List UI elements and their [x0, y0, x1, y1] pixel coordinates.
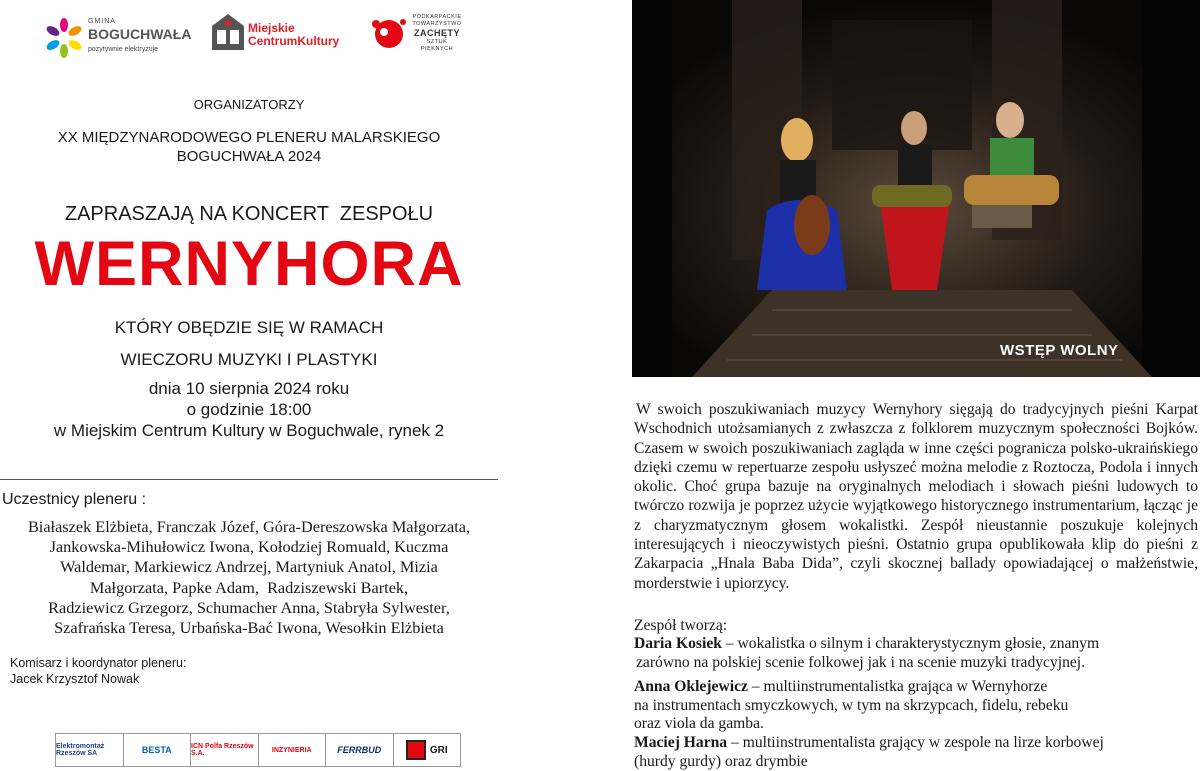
participants-line: Białaszek Elżbieta, Franczak Józef, Góra-Dereszowska Małgorzata,: [0, 517, 498, 537]
event-time: o godzinie 18:00: [0, 399, 498, 420]
event-venue: w Miejskim Centrum Kultury w Boguchwale, rynek 2: [0, 420, 498, 441]
participants-line: Małgorzata, Papke Adam, Radziszewski Bartek,: [0, 578, 498, 598]
band-photo-illustration: [632, 0, 1200, 377]
coordinator-label: Komisarz i koordynator pleneru:: [10, 655, 186, 671]
sponsor-logos: [55, 733, 461, 767]
event-details: [0, 378, 498, 441]
invite-line: ZAPRASZAJĄ NA KONCERT ZESPOŁU: [0, 203, 498, 226]
sponsor-logo: Elektromontaż Rzeszów SA: [56, 734, 124, 766]
gmina-flower-icon: [44, 18, 84, 58]
participants-line: Waldemar, Markiewicz Andrzej, Martyniuk Anatol, Mizia: [0, 557, 498, 577]
member-desc: zarówno na polskiej scenie folkowej jak i na scenie muzyki tradycyjnej.: [634, 654, 1194, 673]
logo-text: ZACHĘTY: [412, 28, 462, 39]
event-date: dnia 10 sierpnia 2024 roku: [0, 378, 498, 399]
sponsor-logo: BESTA: [124, 734, 192, 766]
logo-text: GMINA: [88, 18, 116, 25]
paint-splash-icon: [370, 14, 408, 52]
logo-text: PODKARPACKIE: [412, 14, 462, 21]
logo-text: SZTUK PIĘKNYCH: [412, 39, 462, 53]
event-title: [0, 128, 498, 166]
member-entry: [634, 678, 1194, 734]
logo-text: CentrumKultury: [248, 35, 339, 48]
logo-text: BOGUCHWAŁA: [88, 26, 191, 42]
participants-line: Szafrańska Teresa, Urbańska-Bać Iwona, Wesołkin Elżbieta: [0, 618, 498, 638]
member-entry: [634, 734, 1194, 771]
occasion-line: KTÓRY OBĘDZIE SIĘ W RAMACH: [0, 318, 498, 338]
sponsor-logo: ICN Polfa Rzeszów S.A.: [191, 734, 259, 766]
member-desc: oraz viola da gamba.: [634, 715, 1194, 734]
participants-list: [0, 517, 498, 638]
sponsor-name: GRI: [430, 745, 448, 756]
gmina-boguchwala-logo: [44, 16, 184, 60]
member-desc: – multiinstrumentalistka grająca w Wernyhorze: [748, 678, 1047, 695]
member-name: Maciej Harna: [634, 734, 727, 751]
band-photo: [632, 0, 1200, 377]
sponsor-logo: FERRBUD: [326, 734, 394, 766]
coordinator-name: Jacek Krzysztof Nowak: [10, 671, 186, 687]
mck-logo: [212, 12, 342, 56]
event-title-line: XX MIĘDZYNARODOWEGO PLENERU MALARSKIEGO: [0, 128, 498, 147]
participants-line: Radziewicz Grzegorz, Schumacher Anna, Stabryła Sylwester,: [0, 598, 498, 618]
sponsor-logo: INŻYNIERIA: [259, 734, 327, 766]
band-name: WERNYHORA: [0, 228, 498, 300]
sponsor-logo: [394, 734, 461, 766]
divider: [0, 479, 498, 480]
member-desc: na instrumentach smyczkowych, w tym na skrzypcach, fidelu, rebeku: [634, 697, 1194, 716]
participants-line: Jankowska-Mihułowicz Iwona, Kołodziej Romuald, Kuczma: [0, 537, 498, 557]
admission-label: WSTĘP WOLNY: [1000, 342, 1119, 359]
logo-text: TOWARZYSTWO: [412, 21, 462, 28]
member-name: Anna Oklejewicz: [634, 678, 748, 695]
participants-heading: Uczestnicy pleneru :: [2, 491, 146, 509]
ptzsp-logo: [370, 12, 470, 56]
member-desc: – wokalistka o silnym i charakterystycznym głosie, znanym: [722, 635, 1099, 652]
logo-text: Miejskie: [248, 22, 339, 35]
occasion-line: WIECZORU MUZYKI I PLASTYKI: [0, 350, 498, 370]
member-entry: [634, 635, 1194, 672]
logo-text: pozytywnie elektryzuje: [88, 46, 158, 53]
members-heading: Zespół tworzą:: [634, 617, 727, 635]
mck-mark-icon: [212, 14, 244, 50]
gri-square-icon: [406, 740, 426, 760]
band-description: W swoich poszukiwaniach muzycy Wernyhory sięgają do tradycyjnych pieśni Karpat Wschodnich utożsamianych z zwłaszcza z folklorem muzycznym społeczności Bojków. Czasem w swoich poszukiwaniach zagląda w inne części pogranicza polsko-ukraińskiego dzięki czemu w repertuarze zespołu usłyszeć można melodie z Roztocza, Podola i innych okolic. Choć grupa bazuje na oryginalnych melodiach i słowach pieśni ludowych to twórczo rozwija je poprzez użycie wyjątkowego historycznego instrumentarium, łącząc je z charyzmatycznym głosem wokalistki. Zespół nieustannie poszukuje kolejnych interesujących i nieoczywistych pieśni. Ostatnio grupa opublikowała klip do pieśni z Zakarpacia „Hnala Baba Dida”, czyli skocznej ballady opowiadającej o małżeństwie, morderstwie i upiorzycy.: [634, 400, 1198, 593]
organizers-label: ORGANIZATORZY: [0, 97, 498, 112]
member-desc: (hurdy gurdy) oraz drymbie: [634, 753, 1194, 771]
member-desc: – multiinstrumentalista grający w zespole na lirze korbowej: [727, 734, 1104, 751]
event-title-line: BOGUCHWAŁA 2024: [0, 147, 498, 166]
coordinator: [10, 655, 186, 687]
member-name: Daria Kosiek: [634, 635, 722, 652]
